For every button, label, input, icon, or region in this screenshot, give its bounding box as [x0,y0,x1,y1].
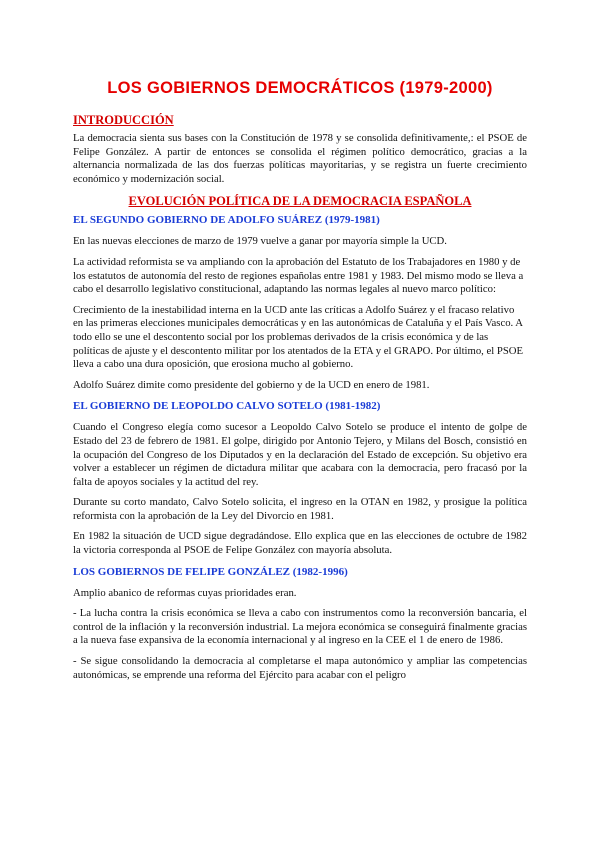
gonzalez-heading: LOS GOBIERNOS DE FELIPE GONZÁLEZ (1982-1996) [73,565,348,578]
suarez-paragraph-2: La actividad reformista se va ampliando con la aprobación del Estatuto de los Trabajadores en 1980 y de los estatutos de autonomía del resto de regiones españolas entre 1981 y 1983. Del mismo modo se lleva a cabo el desarrollo legislativo constitucional, adaptando las normas legales al nuevo marco político: [73,255,524,296]
gonzalez-paragraph-1: Amplio abanico de reformas cuyas prioridades eran. [73,586,297,599]
section-title: EVOLUCIÓN POLÍTICA DE LA DEMOCRACIA ESPAÑOLA [128,194,472,209]
gonzalez-paragraph-2: - La lucha contra la crisis económica se lleva a cabo con instrumentos como la reconversión bancaria, el control de la inflación y la reconversión industrial. La mejora económica se conseguirá finalmente gracias a la nueva fase expansiva de la economía internacional y al ingreso en la CEE el 1 de enero de 1986. [73,607,527,647]
page-title: LOS GOBIERNOS DEMOCRÁTICOS (1979-2000) [107,79,493,97]
intro-paragraph: La democracia sienta sus bases con la Constitución de 1978 y se consolida definitivamente,: el PSOE de Felipe González. A partir de entonces se consolida el régimen político democrático, gracias a la alternancia normalizada de las dos fuerzas políticas mayoritarias, y se registra un fuerte crecimiento económico y modernización social. [73,132,527,185]
gonzalez-paragraph-3: - Se sigue consolidando la democracia al completarse el mapa autonómico y ampliar las competencias autonómicas, se emprende una reforma del Ejército para acabar con el peligro [73,655,527,681]
suarez-heading: EL SEGUNDO GOBIERNO DE ADOLFO SUÁREZ (1979-1981) [73,214,380,227]
suarez-paragraph-1: En las nuevas elecciones de marzo de 1979 vuelve a ganar por mayoría simple la UCD. [73,235,447,248]
intro-heading: INTRODUCCIÓN [73,113,174,127]
suarez-paragraph-3: Crecimiento de la inestabilidad interna en la UCD ante las críticas a Adolfo Suárez y el fracaso relativo en las primeras elecciones municipales democráticas y en las autonómicas de Cataluña y el País Vasco. A todo ello se une el descontento social por los problemas derivados de la crisis económica y de las políticas de ajuste y el descontento militar por los atentados de la ETA y el GRAPO. Por último, el PSOE lleva a cabo una dura oposición, que erosiona mucho al gobierno. [73,303,524,371]
suarez-paragraph-4: Adolfo Suárez dimite como presidente del gobierno y de la UCD en enero de 1981. [73,378,430,391]
calvo-paragraph-1: Cuando el Congreso elegía como sucesor a Leopoldo Calvo Sotelo se produce el intento de golpe de Estado del 23 de febrero de 1981. El golpe, dirigido por Antonio Tejero, y Milans del Bosch, consistió en la ocupación del Congreso de los Diputados y en la declaración del Estado de excepción. Su objetivo era volver a establecer un régimen de dictadura militar que acabara con la democracia, pero fracasó por la falta de apoyos sociales y la actitud del rey. [73,421,527,488]
calvo-heading: EL GOBIERNO DE LEOPOLDO CALVO SOTELO (1981-1982) [73,400,381,413]
calvo-paragraph-2: Durante su corto mandato, Calvo Sotelo solicita, el ingreso en la OTAN en 1982, y prosigue la política reformista con la aprobación de la Ley del Divorcio en 1981. [73,496,527,522]
calvo-paragraph-3: En 1982 la situación de UCD sigue degradándose. Ello explica que en las elecciones de octubre de 1982 la victoria corresponda al PSOE de Felipe González con mayoría absoluta. [73,530,527,557]
